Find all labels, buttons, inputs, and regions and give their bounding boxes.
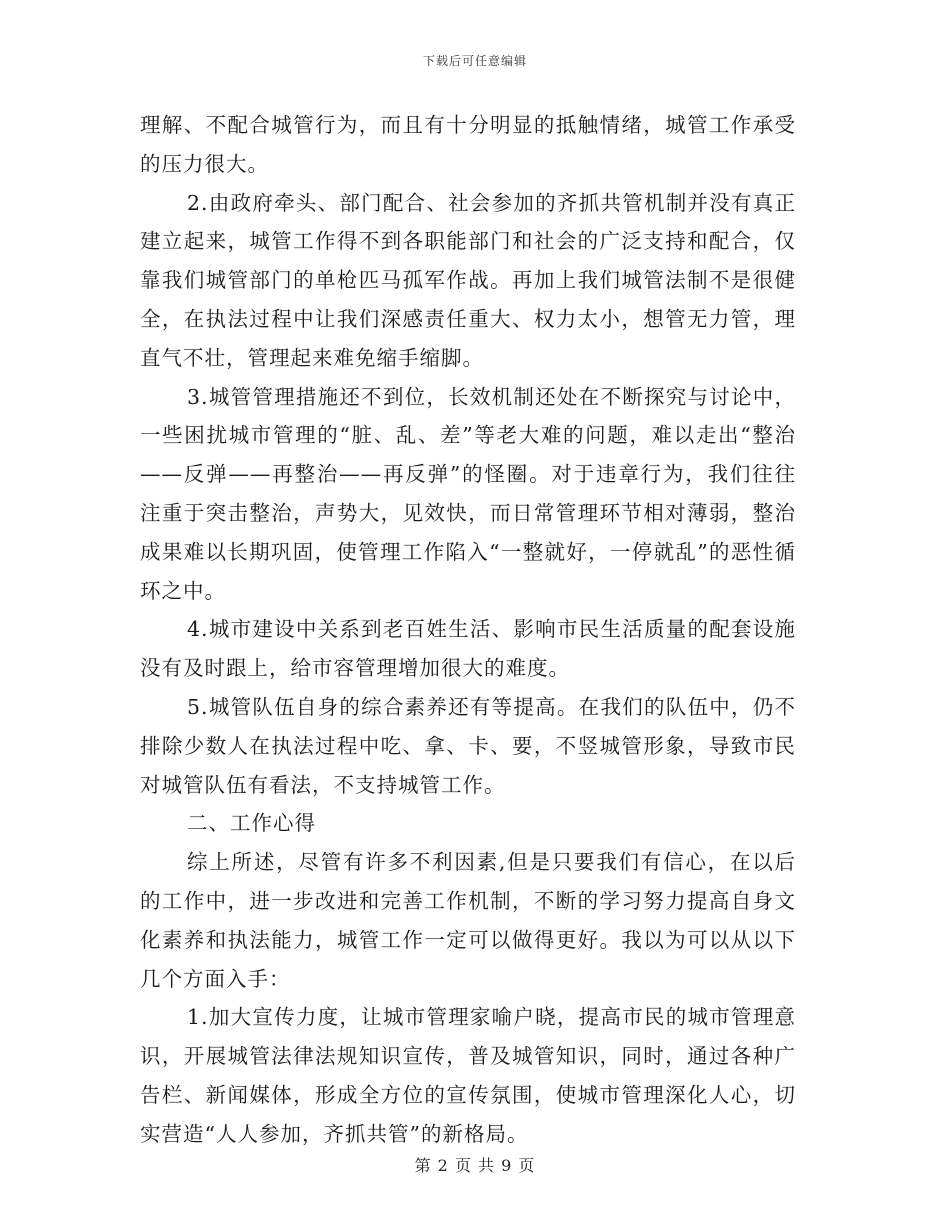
section-heading: 二、工作心得: [187, 811, 316, 836]
paragraph-suggestion-1: 1.加大宣传力度，让城市管理家喻户晓，提高市民的城市管理意识，开展城管法律法规知识宣传，普及城管知识，同时，通过各种广告栏、新闻媒体，形成全方位的宣传氛围，使城市管理深化人心，切实营造“人人参加，齐抓共管”的新格局。: [140, 1005, 796, 1146]
page-header-note: 下载后可任意编辑: [422, 54, 527, 68]
paragraph-summary: 综上所述，尽管有许多不利因素,但是只要我们有信心，在以后的工作中，进一步改进和完善工作机制，不断的学习努力提高自身文化素养和执法能力，城管工作一定可以做得更好。我以为可以从以下几个方面入手：: [140, 850, 796, 991]
document-body: [140, 106, 796, 1154]
paragraph-continuation: 理解、不配合城管行为，而且有十分明显的抵触情绪，城管工作承受的压力很大。: [140, 113, 796, 176]
paragraph-item-3: 3.城管管理措施还不到位，长效机制还处在不断探究与讨论中，一些困扰城市管理的“脏、乱、差”等老大难的问题，难以走出“整治——反弹——再整治——再反弹”的怪圈。对于违章行为，我们往往注重于突击整治，声势大，见效快，而日常管理环节相对薄弱，整治成果难以长期巩固，使管理工作陷入“一整就好，一停就乱”的恶性循环之中。: [140, 384, 796, 603]
paragraph-item-4: 4.城市建设中关系到老百姓生活、影响市民生活质量的配套设施没有及时跟上，给市容管理增加很大的难度。: [140, 617, 796, 681]
paragraph-item-2: 2.由政府牵头、部门配合、社会参加的齐抓共管机制并没有真正建立起来，城管工作得不到各职能部门和社会的广泛支持和配合，仅靠我们城管部门的单枪匹马孤军作战。再加上我们城管法制不是很健全，在执法过程中让我们深感责任重大、权力太小，想管无力管，理直气不壮，管理起来难免缩手缩脚。: [140, 190, 796, 370]
paragraph-item-5: 5.城管队伍自身的综合素养还有等提高。在我们的队伍中，仍不排除少数人在执法过程中吃、拿、卡、要，不竖城管形象，导致市民对城管队伍有看法，不支持城管工作。: [140, 694, 796, 797]
page-number: 第 2 页 共 9 页: [414, 1156, 536, 1175]
